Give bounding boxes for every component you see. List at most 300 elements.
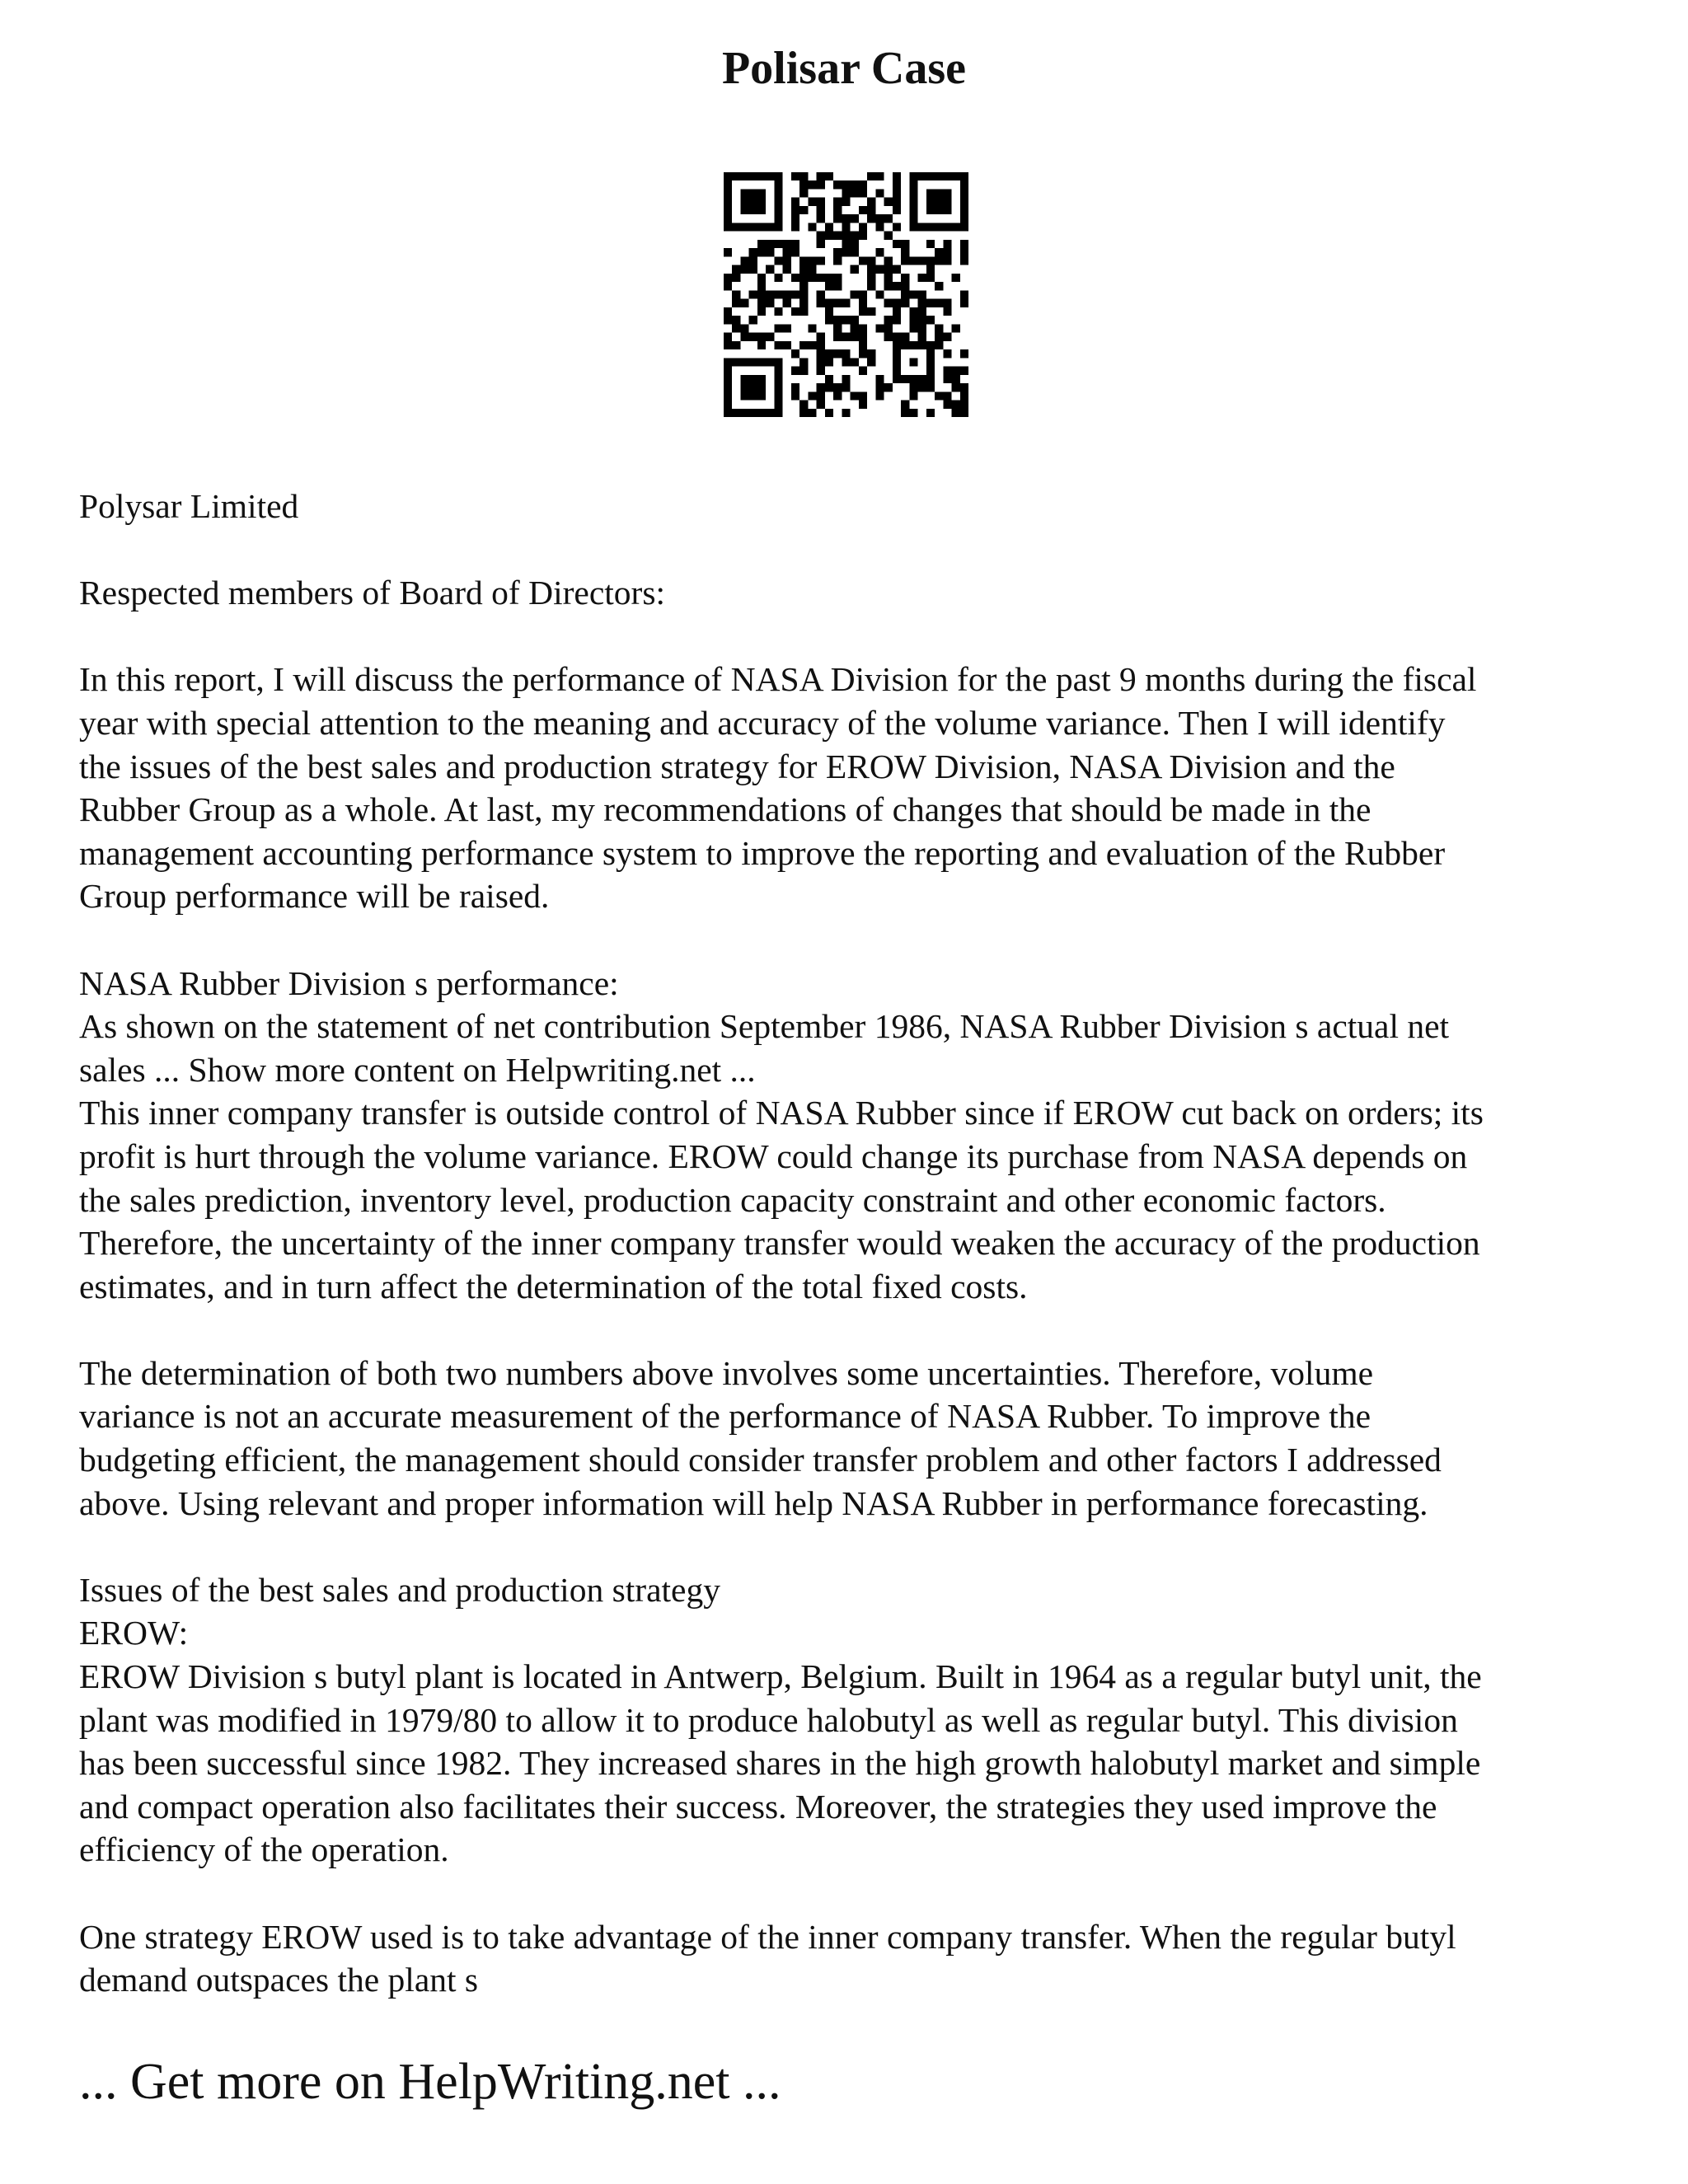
qr-module (799, 180, 808, 189)
qr-module (851, 316, 859, 324)
qr-module (935, 189, 943, 197)
qr-module (859, 223, 867, 231)
qr-module (774, 274, 782, 282)
qr-module (875, 290, 884, 298)
qr-module (935, 341, 943, 349)
subsection-heading: EROW: (79, 1614, 189, 1652)
qr-module (833, 206, 842, 214)
qr-module (724, 223, 732, 231)
qr-module (867, 256, 875, 265)
qr-module (825, 172, 833, 180)
text-line: the sales prediction, inventory level, production capacity constraint and other economic factors. (79, 1180, 1386, 1219)
qr-module (943, 299, 951, 307)
qr-module (875, 214, 884, 223)
qr-module (867, 307, 875, 316)
qr-module (749, 290, 757, 298)
qr-module (909, 198, 917, 206)
qr-module (766, 172, 774, 180)
text-line: management accounting performance system to improve the reporting and evaluation of the Rubber (79, 833, 1446, 872)
qr-module (757, 223, 766, 231)
qr-module (749, 256, 757, 265)
qr-module (926, 409, 935, 417)
get-more-link[interactable]: ... Get more on HelpWriting.net ... (79, 2054, 781, 2110)
qr-module (884, 265, 893, 274)
text-line: the issues of the best sales and production strategy for EROW Division, NASA Division and the (79, 747, 1395, 785)
qr-module (859, 256, 867, 265)
qr-module (724, 358, 732, 366)
text-line: estimates, and in turn affect the determination of the total fixed costs. (79, 1267, 1028, 1305)
qr-module (842, 214, 850, 223)
qr-module (875, 265, 884, 274)
qr-module (757, 391, 766, 400)
qr-module (842, 383, 850, 391)
qr-module (783, 290, 791, 298)
qr-module (783, 299, 791, 307)
qr-module (960, 180, 968, 189)
qr-module (833, 214, 842, 223)
qr-module (774, 180, 782, 189)
qr-module (749, 391, 757, 400)
qr-module (757, 290, 766, 298)
qr-module (901, 341, 909, 349)
qr-module (842, 409, 850, 417)
qr-module (833, 282, 842, 290)
qr-module (859, 367, 867, 375)
qr-module (724, 274, 732, 282)
qr-module (724, 198, 732, 206)
text-line: The determination of both two numbers above involves some uncertainties. Therefore, volume (79, 1353, 1374, 1392)
qr-module (960, 206, 968, 214)
qr-module (757, 383, 766, 391)
qr-module (799, 206, 808, 214)
qr-module (935, 324, 943, 332)
qr-module (960, 367, 968, 375)
qr-module (724, 189, 732, 197)
qr-module (833, 349, 842, 358)
qr-module (724, 383, 732, 391)
qr-module (867, 282, 875, 290)
qr-module (943, 240, 951, 248)
qr-module (732, 341, 740, 349)
qr-module (774, 324, 782, 332)
qr-module (943, 206, 951, 214)
qr-module (791, 248, 799, 256)
qr-module (859, 189, 867, 197)
qr-module (901, 409, 909, 417)
qr-module (817, 206, 825, 214)
qr-module (960, 349, 968, 358)
qr-module (859, 341, 867, 349)
qr-module (825, 375, 833, 383)
qr-module (952, 172, 960, 180)
qr-module (884, 383, 893, 391)
qr-module (783, 240, 791, 248)
qr-module (926, 198, 935, 206)
qr-module (875, 248, 884, 256)
qr-module (909, 256, 917, 265)
qr-module (943, 367, 951, 375)
qr-module (740, 189, 748, 197)
qr-module (909, 341, 917, 349)
qr-module (833, 248, 842, 256)
qr-module (791, 274, 799, 282)
qr-module (791, 240, 799, 248)
qr-module (842, 299, 850, 307)
qr-module (943, 349, 951, 358)
qr-module (935, 172, 943, 180)
qr-module (825, 349, 833, 358)
qr-module (783, 248, 791, 256)
qr-module (808, 198, 816, 206)
qr-module (859, 299, 867, 307)
qr-module (774, 383, 782, 391)
qr-module (859, 290, 867, 298)
qr-module (960, 401, 968, 409)
qr-module (757, 172, 766, 180)
qr-module (774, 341, 782, 349)
qr-module (851, 240, 859, 248)
strategy-paragraph (79, 1915, 1629, 2002)
qr-module (817, 172, 825, 180)
qr-module (935, 198, 943, 206)
qr-module (740, 299, 748, 307)
qr-module (901, 274, 909, 282)
text-line: plant was modified in 1979/80 to allow it to produce halobutyl as well as regular butyl. This division (79, 1700, 1458, 1739)
qr-module (808, 341, 816, 349)
qr-module (732, 274, 740, 282)
text-line: One strategy EROW used is to take advantage of the inner company transfer. When the regular butyl (79, 1917, 1456, 1956)
qr-module (893, 172, 901, 180)
qr-module (766, 333, 774, 341)
qr-module (791, 307, 799, 316)
text-line: Rubber Group as a whole. At last, my recommendations of changes that should be made in the (79, 790, 1372, 829)
qr-module (774, 223, 782, 231)
qr-module (867, 206, 875, 214)
qr-module (833, 299, 842, 307)
qr-module (859, 324, 867, 332)
qr-module (732, 299, 740, 307)
qr-module (960, 409, 968, 417)
qr-module (757, 409, 766, 417)
qr-module (859, 401, 867, 409)
qr-module (766, 299, 774, 307)
qr-module (935, 206, 943, 214)
qr-module (842, 180, 850, 189)
qr-module (749, 409, 757, 417)
qr-module (791, 367, 799, 375)
qr-module (799, 409, 808, 417)
salutation: Respected members of Board of Directors: (79, 574, 666, 612)
qr-module (859, 206, 867, 214)
qr-module (909, 290, 917, 298)
qr-module (893, 341, 901, 349)
qr-module (926, 349, 935, 358)
qr-module (926, 189, 935, 197)
qr-module (791, 198, 799, 206)
qr-module (875, 375, 884, 383)
qr-module (851, 358, 859, 366)
qr-module (791, 290, 799, 298)
qr-module (749, 206, 757, 214)
qr-module (808, 223, 816, 231)
qr-module (774, 172, 782, 180)
qr-module (774, 358, 782, 366)
qr-module (867, 274, 875, 282)
qr-module (909, 409, 917, 417)
qr-module (935, 333, 943, 341)
qr-module (757, 248, 766, 256)
qr-module (909, 358, 917, 366)
qr-module (926, 367, 935, 375)
qr-module (884, 256, 893, 265)
qr-module (851, 189, 859, 197)
qr-module (825, 358, 833, 366)
qr-module (766, 248, 774, 256)
qr-module (842, 358, 850, 366)
qr-module (732, 172, 740, 180)
qr-module (724, 367, 732, 375)
qr-module (791, 214, 799, 223)
qr-module (918, 290, 926, 298)
qr-module (757, 358, 766, 366)
text-line: In this report, I will discuss the performance of NASA Division for the past 9 months during the fiscal (79, 660, 1477, 699)
qr-module (935, 299, 943, 307)
qr-module (851, 391, 859, 400)
qr-module (825, 299, 833, 307)
qr-module (875, 172, 884, 180)
qr-module (774, 375, 782, 383)
qr-module (833, 180, 842, 189)
qr-module (842, 198, 850, 206)
qr-module (817, 358, 825, 366)
qr-module (859, 333, 867, 341)
qr-module (901, 282, 909, 290)
qr-module (791, 391, 799, 400)
qr-module (740, 206, 748, 214)
qr-module (817, 349, 825, 358)
qr-module (724, 206, 732, 214)
qr-module (842, 349, 850, 358)
qr-module (732, 409, 740, 417)
qr-module (732, 316, 740, 324)
qr-module (884, 214, 893, 223)
document-body (79, 485, 1629, 2002)
qr-module (833, 391, 842, 400)
qr-module (909, 189, 917, 197)
qr-module (808, 409, 816, 417)
qr-module (884, 282, 893, 290)
qr-module (901, 375, 909, 383)
qr-module (875, 223, 884, 231)
qr-module (960, 391, 968, 400)
text-line: profit is hurt through the volume variance. EROW could change its purchase from NASA depends on (79, 1137, 1468, 1175)
qr-module (757, 333, 766, 341)
qr-module (817, 274, 825, 282)
qr-module (757, 282, 766, 290)
qr-module (935, 248, 943, 256)
qr-module (893, 358, 901, 366)
qr-module (943, 198, 951, 206)
qr-module (732, 265, 740, 274)
qr-module (740, 383, 748, 391)
qr-module (740, 409, 748, 417)
qr-module (749, 383, 757, 391)
qr-module (842, 223, 850, 231)
qr-module (817, 333, 825, 341)
qr-module (952, 401, 960, 409)
qr-module (918, 274, 926, 282)
qr-module (867, 172, 875, 180)
qr-module (808, 274, 816, 282)
qr-module (901, 401, 909, 409)
qr-module (740, 324, 748, 332)
qr-module (926, 341, 935, 349)
qr-module (791, 206, 799, 214)
qr-module (783, 256, 791, 265)
qr-module (909, 180, 917, 189)
section-heading: Issues of the best sales and production strategy (79, 1570, 720, 1609)
qr-module (960, 383, 968, 391)
qr-module (740, 172, 748, 180)
qr-module (791, 383, 799, 391)
qr-module (926, 265, 935, 274)
qr-module (808, 256, 816, 265)
qr-module (740, 265, 748, 274)
qr-module (740, 333, 748, 341)
qr-module (791, 349, 799, 358)
text-line: Therefore, the uncertainty of the inner company transfer would weaken the accuracy of the production (79, 1224, 1480, 1263)
qr-module (774, 198, 782, 206)
qr-module (724, 214, 732, 223)
qr-module (774, 409, 782, 417)
qr-module (851, 290, 859, 298)
qr-module (833, 274, 842, 282)
qr-module (817, 214, 825, 223)
qr-module (952, 375, 960, 383)
qr-module (901, 299, 909, 307)
qr-module (893, 333, 901, 341)
qr-module (732, 324, 740, 332)
qr-module (943, 307, 951, 316)
text-line: budgeting efficient, the management should consider transfer problem and other factors I addressed (79, 1441, 1442, 1479)
qr-module (935, 282, 943, 290)
qr-module (724, 282, 732, 290)
qr-module (960, 214, 968, 223)
qr-module (859, 307, 867, 316)
qr-module (901, 248, 909, 256)
qr-module (884, 274, 893, 282)
qr-module (817, 367, 825, 375)
qr-module (732, 290, 740, 298)
qr-module (918, 341, 926, 349)
qr-module (960, 198, 968, 206)
qr-module (740, 198, 748, 206)
qr-module (893, 265, 901, 274)
qr-module (842, 240, 850, 248)
qr-module (893, 282, 901, 290)
qr-module (817, 299, 825, 307)
qr-module (766, 409, 774, 417)
qr-module (884, 232, 893, 240)
qr-module (817, 290, 825, 298)
qr-module (749, 375, 757, 383)
text-line: year with special attention to the meaning and accuracy of the volume variance. Then I will identify (79, 703, 1446, 742)
qr-module (799, 367, 808, 375)
qr-module (817, 383, 825, 391)
qr-module (884, 316, 893, 324)
qr-module (960, 189, 968, 197)
qr-module (766, 265, 774, 274)
qr-module (960, 172, 968, 180)
qr-module (893, 316, 901, 324)
qr-module (833, 198, 842, 206)
qr-module (851, 232, 859, 240)
qr-module (867, 265, 875, 274)
text-line: above. Using relevant and proper information will help NASA Rubber in performance forecasting. (79, 1483, 1428, 1522)
qr-module (774, 240, 782, 248)
qr-module (926, 299, 935, 307)
qr-module (943, 375, 951, 383)
qr-module (867, 214, 875, 223)
qr-module (884, 333, 893, 341)
qr-module (926, 206, 935, 214)
qr-module (875, 391, 884, 400)
qr-module (909, 391, 917, 400)
section-heading: NASA Rubber Division s performance: (79, 963, 619, 1002)
qr-module (851, 214, 859, 223)
qr-module (833, 333, 842, 341)
qr-module (867, 349, 875, 358)
qr-module (893, 299, 901, 307)
qr-module (918, 256, 926, 265)
qr-module (757, 206, 766, 214)
qr-module (893, 349, 901, 358)
qr-module (909, 316, 917, 324)
text-line: has been successful since 1982. They increased shares in the high growth halobutyl market and simple (79, 1744, 1481, 1783)
qr-module (943, 223, 951, 231)
qr-module (724, 248, 732, 256)
qr-module (724, 172, 732, 180)
qr-module (799, 274, 808, 282)
qr-module (724, 401, 732, 409)
qr-module (774, 307, 782, 316)
qr-module (825, 282, 833, 290)
show-more-text: sales ... Show more content on Helpwriting.net ... (79, 1050, 756, 1089)
text-line: Group performance will be raised. (79, 877, 550, 916)
qr-module (943, 391, 951, 400)
qr-module (952, 409, 960, 417)
qr-module (766, 223, 774, 231)
text-line: EROW Division s butyl plant is located in Antwerp, Belgium. Built in 1964 as a regular butyl unit, the (79, 1657, 1482, 1696)
qr-module (918, 316, 926, 324)
qr-module (749, 358, 757, 366)
qr-module (757, 198, 766, 206)
qr-module (817, 256, 825, 265)
text-line: As shown on the statement of net contribution September 1986, NASA Rubber Division s actual net (79, 1007, 1450, 1046)
qr-module (851, 333, 859, 341)
qr-module (757, 307, 766, 316)
qr-module (808, 391, 816, 400)
qr-module (943, 401, 951, 409)
qr-module (774, 401, 782, 409)
qr-module (935, 391, 943, 400)
qr-module (952, 383, 960, 391)
text-line: demand outspaces the plant s (79, 1961, 479, 1999)
qr-module (893, 240, 901, 248)
qr-module (926, 316, 935, 324)
qr-module (859, 180, 867, 189)
qr-module (875, 189, 884, 197)
